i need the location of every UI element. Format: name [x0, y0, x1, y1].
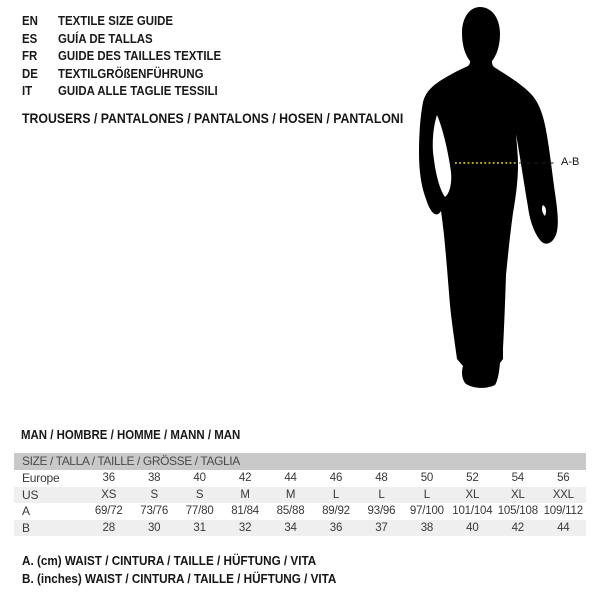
size-cell: 93/96 — [367, 505, 396, 518]
language-label: GUIDE DES TAILLES TEXTILE — [58, 48, 222, 64]
row-label: Europe — [22, 471, 60, 486]
size-table — [14, 453, 586, 536]
language-code: ES — [22, 30, 38, 46]
row-label: B — [22, 521, 30, 536]
size-cell: 56 — [557, 472, 570, 485]
size-cell: 97/100 — [409, 505, 444, 518]
gender-title: MAN / HOMBRE / HOMME / MANN / MAN — [21, 427, 241, 442]
size-cell: XL — [510, 488, 525, 501]
row-label: US — [22, 487, 39, 502]
size-cell: 31 — [193, 522, 206, 535]
size-cell: 40 — [193, 472, 206, 485]
table-row-europe — [14, 470, 586, 487]
language-code: DE — [22, 65, 38, 81]
size-cell: M — [240, 488, 250, 501]
man-silhouette — [410, 0, 600, 420]
language-header — [22, 12, 243, 100]
size-cell: L — [423, 488, 430, 501]
size-cell: 34 — [284, 522, 297, 535]
size-cell: XS — [101, 488, 117, 501]
size-cell: 85/88 — [276, 505, 305, 518]
table-row-b — [14, 520, 586, 537]
language-row — [22, 47, 243, 65]
language-label: TEXTILE SIZE GUIDE — [58, 13, 174, 29]
language-code: FR — [22, 48, 38, 64]
note-line: A. (cm) WAIST / CINTURA / TAILLE / HÜFTUNG / VITA — [22, 553, 317, 568]
language-code: IT — [22, 83, 33, 99]
size-cell: 36 — [102, 472, 115, 485]
category-title: TROUSERS / PANTALONES / PANTALONS / HOSEN / PANTALONI — [22, 110, 404, 126]
table-row-a — [14, 503, 586, 520]
size-cell: 54 — [511, 472, 524, 485]
table-row-us — [14, 487, 586, 504]
size-cell: S — [195, 488, 204, 501]
size-cell: 44 — [557, 522, 570, 535]
language-row — [22, 82, 243, 100]
measure-label: A-B — [561, 156, 580, 168]
size-cell: S — [150, 488, 158, 501]
size-cell: 46 — [329, 472, 343, 485]
note-line: B. (inches) WAIST / CINTURA / TAILLE / HÜFTUNG / VITA — [22, 571, 337, 586]
size-cell: 81/84 — [231, 505, 259, 518]
man-silhouette-body — [419, 7, 558, 388]
language-label: GUIDA ALLE TAGLIE TESSILI — [58, 83, 218, 99]
size-cell: XL — [465, 488, 480, 501]
language-row — [22, 30, 243, 48]
language-row — [22, 65, 243, 83]
size-cell: 50 — [420, 472, 434, 485]
size-cell: L — [378, 488, 385, 501]
size-cell: 48 — [375, 472, 388, 485]
size-cell: 38 — [147, 472, 161, 485]
size-cell: 101/104 — [452, 505, 493, 518]
size-cell: 89/92 — [322, 505, 350, 518]
size-cell: 42 — [238, 472, 252, 485]
size-cell: M — [285, 488, 296, 501]
size-cell: 69/72 — [94, 505, 123, 518]
size-cell: 52 — [466, 472, 479, 485]
size-cell: 73/76 — [140, 505, 169, 518]
size-cell: 42 — [511, 522, 524, 535]
size-cell: 30 — [147, 522, 161, 535]
size-cell: XXL — [552, 488, 574, 501]
size-cell: 28 — [102, 522, 115, 535]
size-cell: 38 — [420, 522, 434, 535]
man-silhouette-figure — [410, 0, 600, 420]
language-label: TEXTILGRÖßENFÜHRUNG — [58, 65, 204, 81]
size-cell: 37 — [375, 522, 388, 535]
size-cell: L — [332, 488, 340, 501]
size-cell: 36 — [329, 522, 343, 535]
size-cell: 40 — [466, 522, 479, 535]
language-row — [22, 12, 243, 30]
size-cell: 109/112 — [543, 505, 583, 518]
size-cell: 105/108 — [497, 505, 538, 518]
measurement-notes — [22, 552, 371, 588]
size-cell: 77/80 — [185, 505, 214, 518]
language-label: GUÍA DE TALLAS — [58, 30, 153, 46]
size-cell: 32 — [238, 522, 252, 535]
size-cell: 44 — [284, 472, 297, 485]
row-label: A — [22, 504, 30, 519]
size-table-grid — [14, 470, 586, 536]
size-table-header: SIZE / TALLA / TAILLE / GRÖSSE / TAGLIA — [14, 453, 586, 470]
language-code: EN — [22, 13, 38, 29]
